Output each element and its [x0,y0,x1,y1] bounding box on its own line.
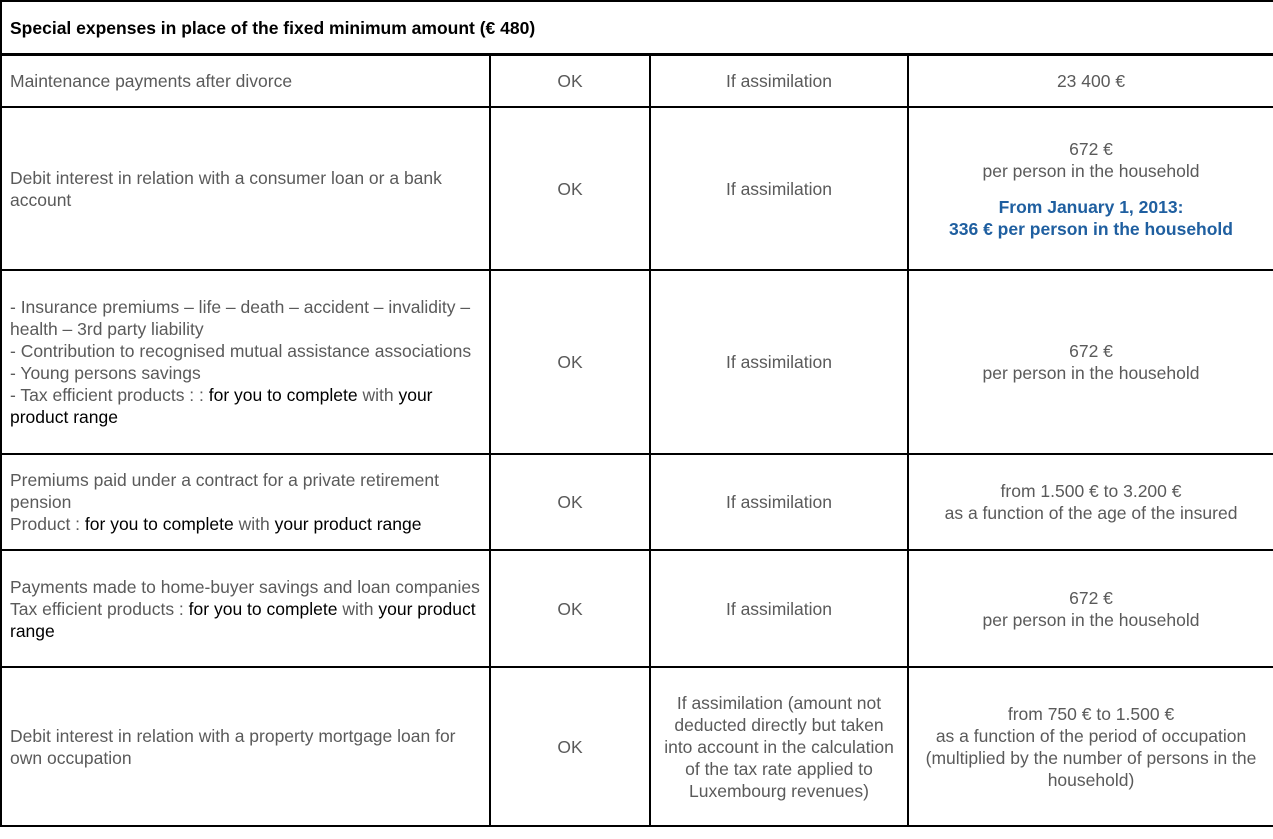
amount-line: per person in the household [982,609,1200,630]
row-assimilation: If assimilation [650,550,908,667]
description-mid: with [238,514,270,534]
table-row [1,667,1273,826]
amount-line: per person in the household [982,160,1200,181]
row-assimilation: If assimilation (amount not deducted directly but taken into account in the calculation of the tax rate applied to Luxembourg revenues) [650,667,908,826]
row-description [1,454,490,550]
row-description: Maintenance payments after divorce [1,55,490,108]
row-status: OK [490,55,650,108]
description-line: Premiums paid under a contract for a private retirement pension [10,470,439,512]
description-emphasis: your product range [269,514,422,534]
table-row [1,550,1273,667]
description-prefix: - Tax efficient products : : [10,385,209,405]
row-assimilation: If assimilation [650,454,908,550]
description-emphasis: for you to complete [208,385,363,405]
amount-line: from 1.500 € to 3.200 € [1000,481,1182,501]
row-amount [908,667,1273,826]
amount-line: (multiplied by the number of persons in the household) [925,747,1257,790]
description-line [10,513,481,535]
description-line: - Insurance premiums – life – death – accident – invalidity – health – 3rd party liability [10,297,471,339]
description-prefix: Tax efficient products : [10,598,189,619]
row-description [1,550,490,667]
table-title: Special expenses in place of the fixed minimum amount (€ 480) [1,1,1273,55]
description-emphasis: your product range [10,385,433,427]
description-prefix: Product : [10,514,85,534]
row-description: Debit interest in relation with a property mortgage loan for own occupation [1,667,490,826]
description-emphasis: for you to complete [188,598,343,619]
row-status: OK [490,107,650,270]
table-header-row [1,1,1273,55]
row-description: Debit interest in relation with a consumer loan or a bank account [1,107,490,270]
description-mid: with [342,598,374,619]
row-amount [908,270,1273,454]
description-line: - Young persons savings [10,363,201,383]
description-line [10,384,481,428]
row-status: OK [490,550,650,667]
description-emphasis: your product range [10,598,476,641]
description-line: Payments made to home-buyer savings and loan companies [10,576,480,597]
amount-line: 672 € [1069,138,1113,159]
row-status: OK [490,270,650,454]
table-row [1,55,1273,108]
description-line: - Contribution to recognised mutual assistance associations [10,341,472,361]
row-amount [908,550,1273,667]
row-assimilation: If assimilation [650,107,908,270]
table-row [1,454,1273,550]
table-row [1,107,1273,270]
row-status: OK [490,454,650,550]
highlight-note: 336 € per person in the household [949,218,1233,239]
description-line [10,598,481,642]
row-description [1,270,490,454]
amount-line: from 750 € to 1.500 € [1007,703,1175,724]
row-assimilation: If assimilation [650,270,908,454]
table-row [1,270,1273,454]
row-amount: 23 400 € [908,55,1273,108]
row-status: OK [490,667,650,826]
description-emphasis: for you to complete [84,514,239,534]
amount-line: as a function of the age of the insured [944,503,1238,523]
row-amount [908,107,1273,270]
amount-line: 672 € [1069,341,1113,361]
spacer [917,182,1265,196]
amount-line: 672 € [1069,587,1113,608]
highlight-note: From January 1, 2013: [998,196,1184,217]
amount-line: per person in the household [982,363,1200,383]
row-amount [908,454,1273,550]
row-assimilation: If assimilation [650,55,908,108]
amount-line: as a function of the period of occupation [935,725,1247,746]
description-mid: with [362,385,394,405]
